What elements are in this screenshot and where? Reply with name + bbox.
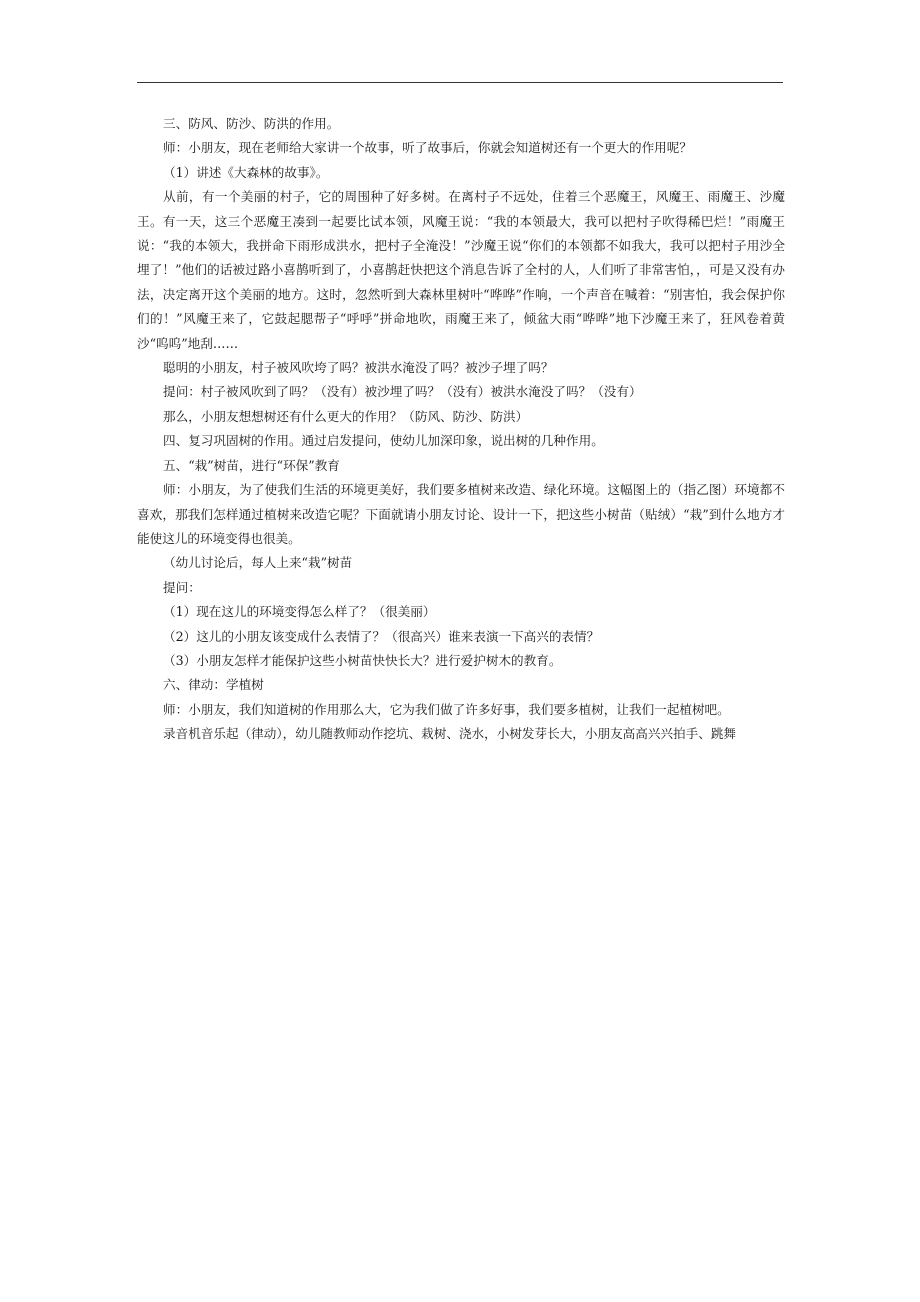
paragraph: 提问： (163, 579, 201, 595)
section-heading-4: 四、复习巩固树的作用。通过启发提问，使幼儿加深印象，说出树的几种作用。 (163, 433, 604, 449)
story-paragraph: 从前，有一个美丽的村子，它的周围种了好多树。在离村子不远处，住着三个恶魔王，风魔王、雨魔王、沙魔王。有一天，这三个恶魔王凑到一起要比试本领，风魔王说：“我的本领最大，我可以把村子吹得稀巴烂！”雨魔王说：“我的本领大，我拼命下雨形成洪水，把村子全淹没！”沙魔王说“你们的本领都不如我大，我可以把村子用沙全埋了！”他们的话被过路小喜鹊听到了，小喜鹊赶快把这个消息告诉了全村的人，人们听了非常害怕，，可是又没有办法，决定离开这个美丽的地方。这时，忽然听到大森林里树叶“哗哗”作响，一个声音在喊着：“别害怕，我会保护你们的！”风魔王来了，它鼓起腮帮子“呼呼”拼命地吹，雨魔王来了，倾盆大雨“哗哗”地下沙魔王来了，狂风卷着黄沙“呜呜”地刮…… (137, 189, 785, 351)
paragraph: 提问：村子被风吹到了吗？（没有）被沙埋了吗？（没有）被洪水淹没了吗？（没有） (163, 384, 642, 400)
paragraph: 那么，小朋友想想树还有什么更大的作用？（防风、防沙、防洪） (163, 408, 529, 424)
paragraph: 聪明的小朋友，村子被风吹垮了吗？被洪水淹没了吗？被沙子埋了吗？ (163, 360, 554, 376)
section-heading-3: 三、防风、防沙、防洪的作用。 (163, 116, 340, 131)
section-heading-5: 五、“栽”树苗，进行“环保”教育 (163, 457, 340, 473)
paragraph: （1）讲述《大森林的故事》。 (163, 164, 329, 180)
paragraph: 录音机音乐起（律动），幼儿随教师动作挖坑、栽树、浇水，小树发芽长大，小朋友高高兴兴拍手、跳舞 (163, 726, 737, 742)
paragraph: 师：小朋友，现在老师给大家讲一个故事，听了故事后，你就会知道树还有一个更大的作用呢？ (163, 140, 692, 156)
document-body (137, 112, 785, 747)
paragraph: （幼儿讨论后，每人上来“栽”树苗 (163, 555, 353, 571)
paragraph: 师：小朋友，为了使我们生活的环境更美好，我们要多植树来改造、绿化环境。这幅图上的（指乙图）环境都不喜欢，那我们怎样通过植树来改造它呢？下面就请小朋友讨论、设计一下，把这些小树苗（贴绒）“栽”到什么地方才能使这儿的环境变得也很美。 (137, 482, 785, 546)
paragraph: 师：小朋友，我们知道树的作用那么大，它为我们做了许多好事，我们要多植树，让我们一起植树吧。 (163, 701, 730, 717)
question-item: （1）现在这儿的环境变得怎么样了？（很美丽） (163, 604, 436, 620)
section-heading-6: 六、律动：学植树 (163, 677, 264, 693)
header-rule (137, 82, 783, 83)
question-item: （3）小朋友怎样才能保护这些小树苗快快长大？进行爱护树木的教育。 (163, 652, 562, 668)
question-item: （2）这儿的小朋友该变成什么表情了？（很高兴）谁来表演一下高兴的表情？ (163, 628, 600, 644)
